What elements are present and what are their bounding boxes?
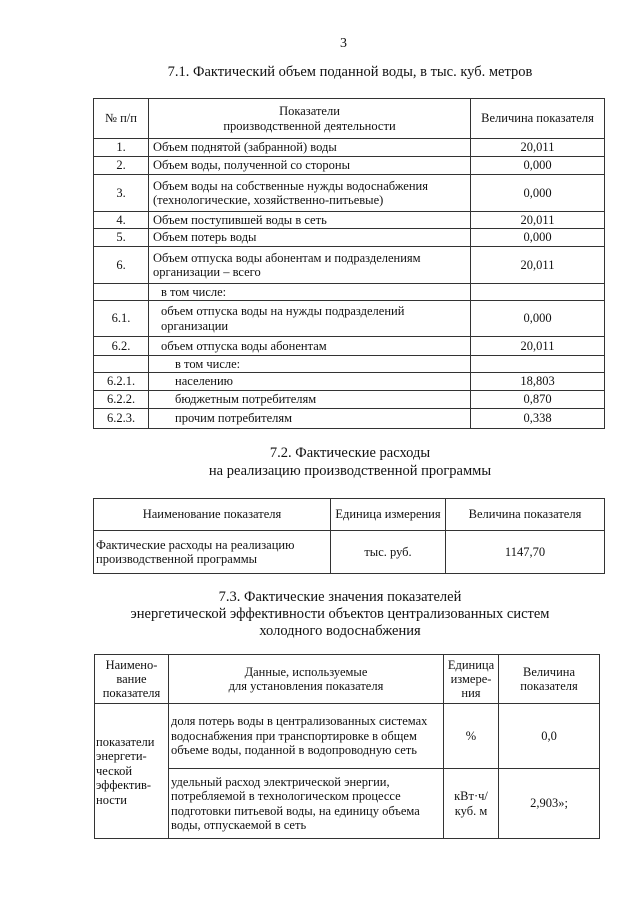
- row-value: 0,338: [471, 409, 605, 429]
- table-row: [94, 356, 605, 373]
- row-number: 4.: [94, 212, 149, 229]
- row-number: 6.2.3.: [94, 409, 149, 429]
- table-row: [94, 301, 605, 337]
- energy-efficiency-table: [94, 654, 600, 839]
- row-value: 20,011: [471, 139, 605, 157]
- header-unit: Единица измерения: [331, 499, 446, 531]
- row-value: [471, 356, 605, 373]
- header-name: Наименование показателя: [94, 499, 331, 531]
- row-label: прочим потребителям: [149, 409, 471, 429]
- row-number: [94, 356, 149, 373]
- row-number: [94, 284, 149, 301]
- row-value: 18,803: [471, 373, 605, 391]
- row-unit: кВт·ч/ куб. м: [444, 769, 499, 839]
- row-number: 6.: [94, 247, 149, 284]
- water-volume-table: [93, 98, 605, 429]
- table-row: [95, 769, 600, 839]
- section-7-2-title-line2: на реализацию производственной программы: [208, 463, 492, 479]
- indicator-group-name: показатели энергети- ческой эффектив- ности: [95, 704, 169, 839]
- row-label: Объем поднятой (забранной) воды: [149, 139, 471, 157]
- section-7-2-title-line1: 7.2. Фактические расходы: [269, 445, 431, 461]
- table-row: [94, 373, 605, 391]
- row-label: Объем поступившей воды в сеть: [149, 212, 471, 229]
- table-row: [94, 409, 605, 429]
- row-number: 6.2.2.: [94, 391, 149, 409]
- table-header-row: [95, 655, 600, 704]
- table-row: [94, 175, 605, 212]
- row-label: населению: [149, 373, 471, 391]
- row-value: 0,000: [471, 229, 605, 247]
- row-data: удельный расход электрической энергии, потребляемой в технологическом процессе подготовки питьевой воды, на единицу объема воды, отпускаемой в сеть: [169, 769, 444, 839]
- row-number: 1.: [94, 139, 149, 157]
- row-label: Объем воды, полученной со стороны: [149, 157, 471, 175]
- row-data: доля потерь воды в централизованных системах водоснабжения при транспортировке в общем объеме воды, поданной в водопроводную сеть: [169, 704, 444, 769]
- section-7-3-title-line2: энергетической эффективности объектов централизованных систем: [130, 606, 550, 622]
- row-number: 6.1.: [94, 301, 149, 337]
- header-name: Наимено- вание показателя: [95, 655, 169, 704]
- row-number: 6.2.: [94, 337, 149, 356]
- row-value: 0,870: [471, 391, 605, 409]
- row-label: бюджетным потребителям: [149, 391, 471, 409]
- header-data: Данные, используемые для установления показателя: [169, 655, 444, 704]
- table-row: [94, 157, 605, 175]
- header-value: Величина показателя: [471, 99, 605, 139]
- table-row: [94, 284, 605, 301]
- row-label: в том числе:: [149, 284, 471, 301]
- section-7-3-title-line1: 7.3. Фактические значения показателей: [218, 589, 462, 605]
- row-label: объем отпуска воды абонентам: [149, 337, 471, 356]
- row-value: 20,011: [471, 247, 605, 284]
- table-row: [94, 247, 605, 284]
- row-value: [471, 284, 605, 301]
- row-value: 0,000: [471, 157, 605, 175]
- row-value: 20,011: [471, 212, 605, 229]
- expense-unit: тыс. руб.: [331, 531, 446, 574]
- row-label: в том числе:: [149, 356, 471, 373]
- table-row: [94, 337, 605, 356]
- row-number: 3.: [94, 175, 149, 212]
- header-unit: Единица измере- ния: [444, 655, 499, 704]
- row-value: 20,011: [471, 337, 605, 356]
- row-value: 2,903»;: [499, 769, 600, 839]
- row-value: 0,000: [471, 175, 605, 212]
- table-row: [94, 531, 605, 574]
- table-row: [94, 212, 605, 229]
- row-label: Объем воды на собственные нужды водоснабжения (технологические, хозяйственно-питьевые): [149, 175, 471, 212]
- table-row: [94, 229, 605, 247]
- row-number: 5.: [94, 229, 149, 247]
- row-number: 6.2.1.: [94, 373, 149, 391]
- expense-value: 1147,70: [446, 531, 605, 574]
- table-header-row: [94, 99, 605, 139]
- row-value: 0,000: [471, 301, 605, 337]
- page-number: 3: [340, 36, 347, 51]
- row-value: 0,0: [499, 704, 600, 769]
- header-value: Величина показателя: [499, 655, 600, 704]
- section-7-3-title-line3: холодного водоснабжения: [259, 623, 421, 639]
- table-row: [94, 139, 605, 157]
- table-header-row: [94, 499, 605, 531]
- header-indicator: Показатели производственной деятельности: [149, 99, 471, 139]
- row-label: Объем потерь воды: [149, 229, 471, 247]
- table-row: [94, 391, 605, 409]
- expense-name: Фактические расходы на реализацию производственной программы: [94, 531, 331, 574]
- section-7-1-title: 7.1. Фактический объем поданной воды, в тыс. куб. метров: [167, 64, 533, 80]
- expenses-table: [93, 498, 605, 574]
- row-label: объем отпуска воды на нужды подразделений организации: [149, 301, 471, 337]
- table-row: [95, 704, 600, 769]
- row-number: 2.: [94, 157, 149, 175]
- header-value: Величина показателя: [446, 499, 605, 531]
- header-num: № п/п: [94, 99, 149, 139]
- row-unit: %: [444, 704, 499, 769]
- row-label: Объем отпуска воды абонентам и подразделениям организации – всего: [149, 247, 471, 284]
